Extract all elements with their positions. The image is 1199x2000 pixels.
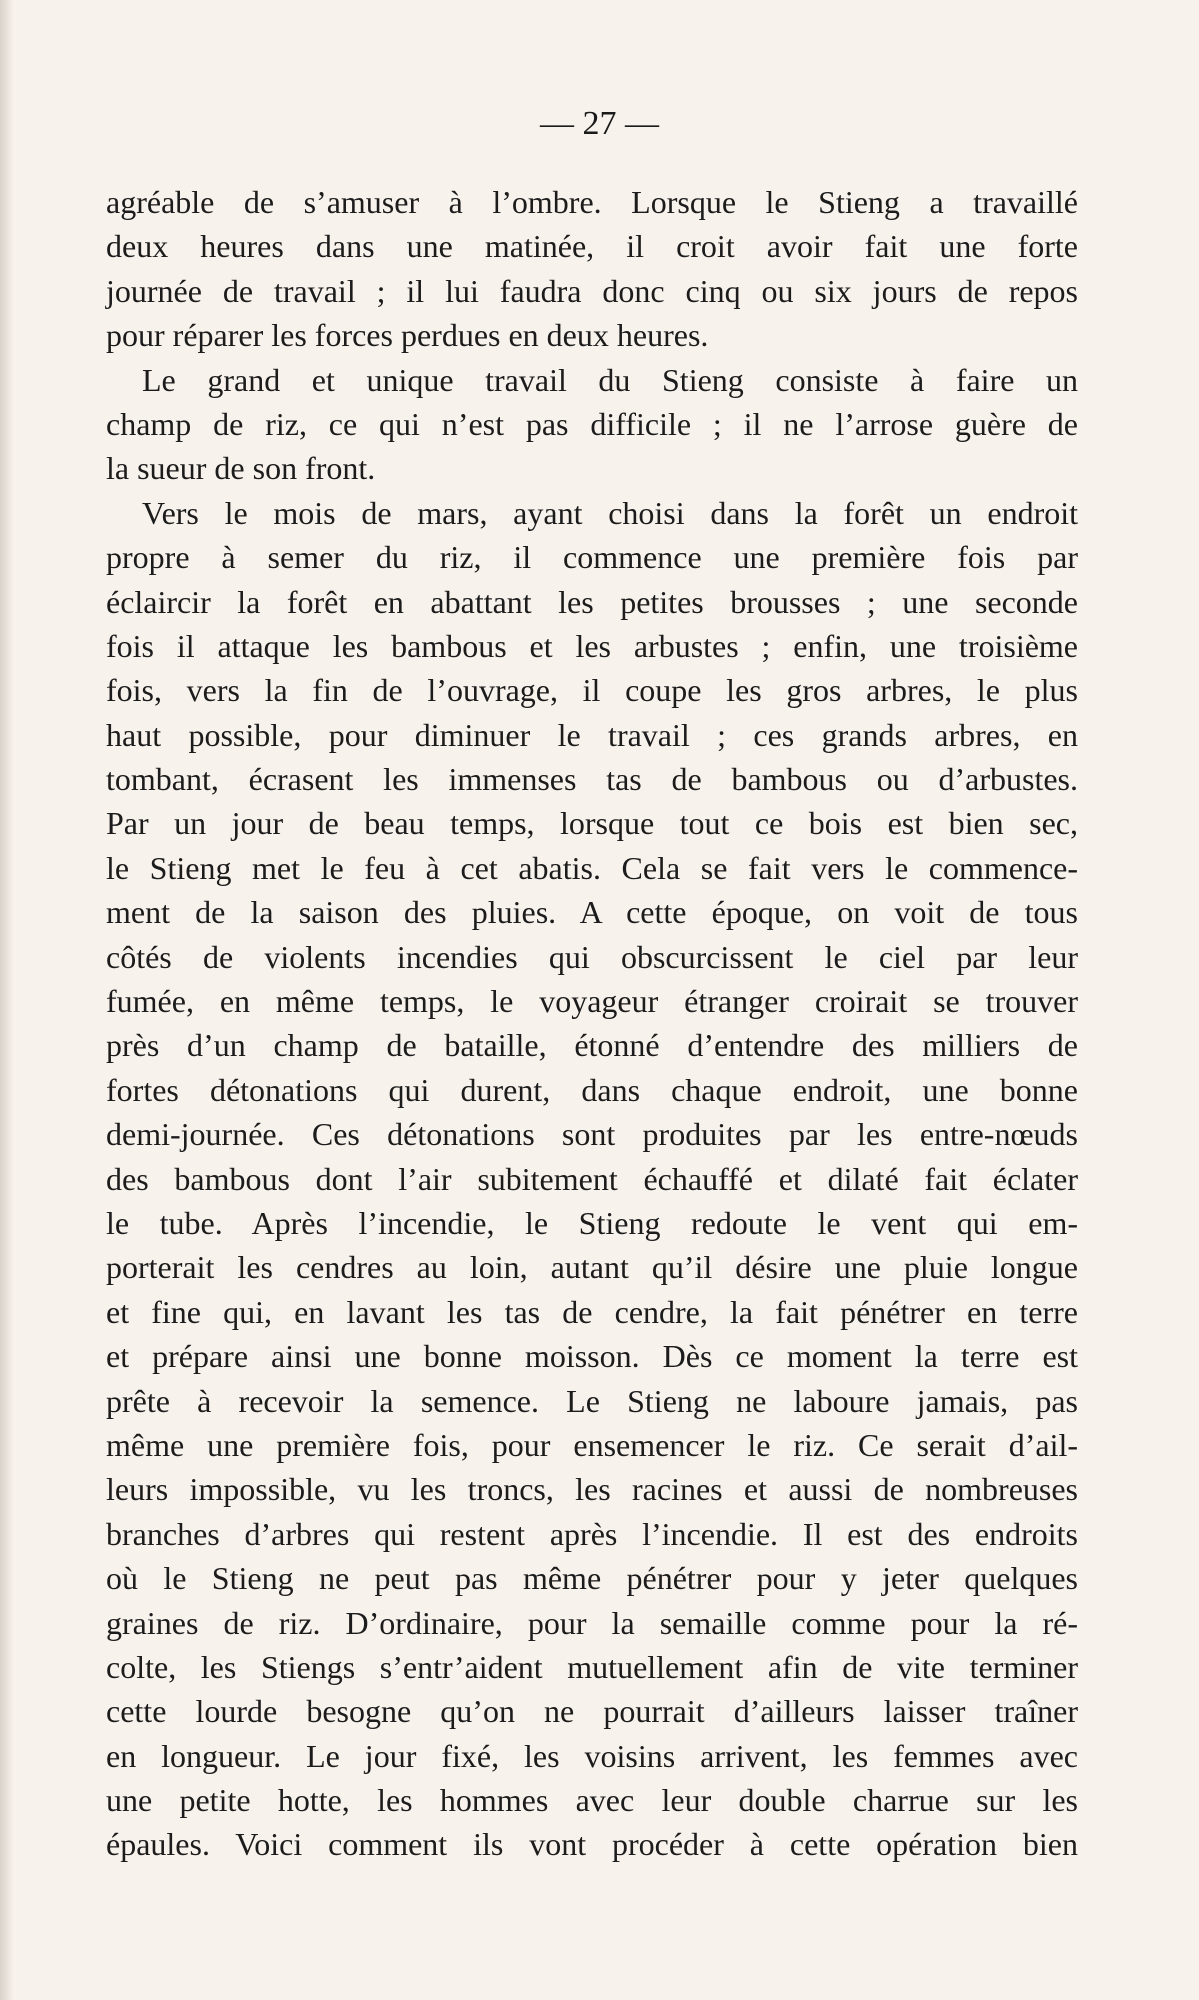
text-line: ment de la saison des pluies. A cette époque, on voit de tous	[106, 894, 1078, 931]
text-line: en longueur. Le jour fixé, les voisins arrivent, les femmes avec	[106, 1737, 1078, 1774]
text-line: le tube. Après l’incendie, le Stieng redoute le vent qui em-	[106, 1204, 1078, 1241]
text-line: où le Stieng ne peut pas même pénétrer pour y jeter quelques	[106, 1560, 1078, 1597]
text-line: champ de riz, ce qui n’est pas difficile ; il ne l’arrose guère de	[106, 405, 1078, 442]
text-line: Le grand et unique travail du Stieng consiste à faire un	[142, 361, 1078, 398]
text-line: branches d’arbres qui restent après l’incendie. Il est des endroits	[106, 1515, 1078, 1552]
text-line: tombant, écrasent les immenses tas de bambous ou d’arbustes.	[106, 761, 1078, 798]
text-line: porterait les cendres au loin, autant qu’il désire une pluie longue	[106, 1249, 1078, 1286]
text-line: prête à recevoir la semence. Le Stieng ne laboure jamais, pas	[106, 1382, 1078, 1419]
text-line: le Stieng met le feu à cet abatis. Cela se fait vers le commence-	[106, 849, 1078, 886]
text-line: haut possible, pour diminuer le travail ; ces grands arbres, en	[106, 716, 1078, 753]
text-line: fois, vers la fin de l’ouvrage, il coupe les gros arbres, le plus	[106, 672, 1078, 709]
text-line: des bambous dont l’air subitement échauffé et dilaté fait éclater	[106, 1160, 1078, 1197]
text-line: pour réparer les forces perdues en deux heures.	[106, 317, 709, 354]
text-line: graines de riz. D’ordinaire, pour la semaille comme pour la ré-	[106, 1604, 1078, 1641]
text-line: journée de travail ; il lui faudra donc cinq ou six jours de repos	[106, 272, 1078, 309]
text-line: cette lourde besogne qu’on ne pourrait d’ailleurs laisser traîner	[106, 1693, 1078, 1730]
text-line: éclaircir la forêt en abattant les petites brousses ; une seconde	[106, 583, 1078, 620]
text-line: même une première fois, pour ensemencer le riz. Ce serait d’ail-	[106, 1426, 1078, 1463]
text-line: une petite hotte, les hommes avec leur double charrue sur les	[106, 1782, 1078, 1819]
text-line: agréable de s’amuser à l’ombre. Lorsque le Stieng a travaillé	[106, 184, 1078, 220]
text-line: et fine qui, en lavant les tas de cendre, la fait pénétrer en terre	[106, 1293, 1078, 1330]
text-line: épaules. Voici comment ils vont procéder à cette opération bien	[106, 1826, 1078, 1863]
text-line: propre à semer du riz, il commence une première fois par	[106, 539, 1078, 576]
body-text	[106, 180, 1078, 1867]
scan-edge-shadow	[0, 0, 14, 2000]
text-line: deux heures dans une matinée, il croit avoir fait une forte	[106, 228, 1078, 265]
text-line: fortes détonations qui durent, dans chaque endroit, une bonne	[106, 1071, 1078, 1108]
text-line: la sueur de son front.	[106, 450, 376, 487]
page-number: — 27 —	[540, 105, 659, 142]
text-line: Vers le mois de mars, ayant choisi dans la forêt un endroit	[142, 494, 1078, 531]
text-line: demi-journée. Ces détonations sont produites par les entre-nœuds	[106, 1116, 1078, 1153]
text-line: colte, les Stiengs s’entr’aident mutuellement afin de vite terminer	[106, 1648, 1078, 1685]
text-line: leurs impossible, vu les troncs, les racines et aussi de nombreuses	[106, 1471, 1078, 1508]
text-line: près d’un champ de bataille, étonné d’entendre des milliers de	[106, 1027, 1078, 1064]
text-line: fumée, en même temps, le voyageur étranger croirait se trouver	[106, 983, 1078, 1020]
text-line: et prépare ainsi une bonne moisson. Dès ce moment la terre est	[106, 1338, 1078, 1375]
text-line: fois il attaque les bambous et les arbustes ; enfin, une troisième	[106, 627, 1078, 664]
text-line: côtés de violents incendies qui obscurcissent le ciel par leur	[106, 938, 1078, 975]
text-line: Par un jour de beau temps, lorsque tout ce bois est bien sec,	[106, 805, 1078, 842]
